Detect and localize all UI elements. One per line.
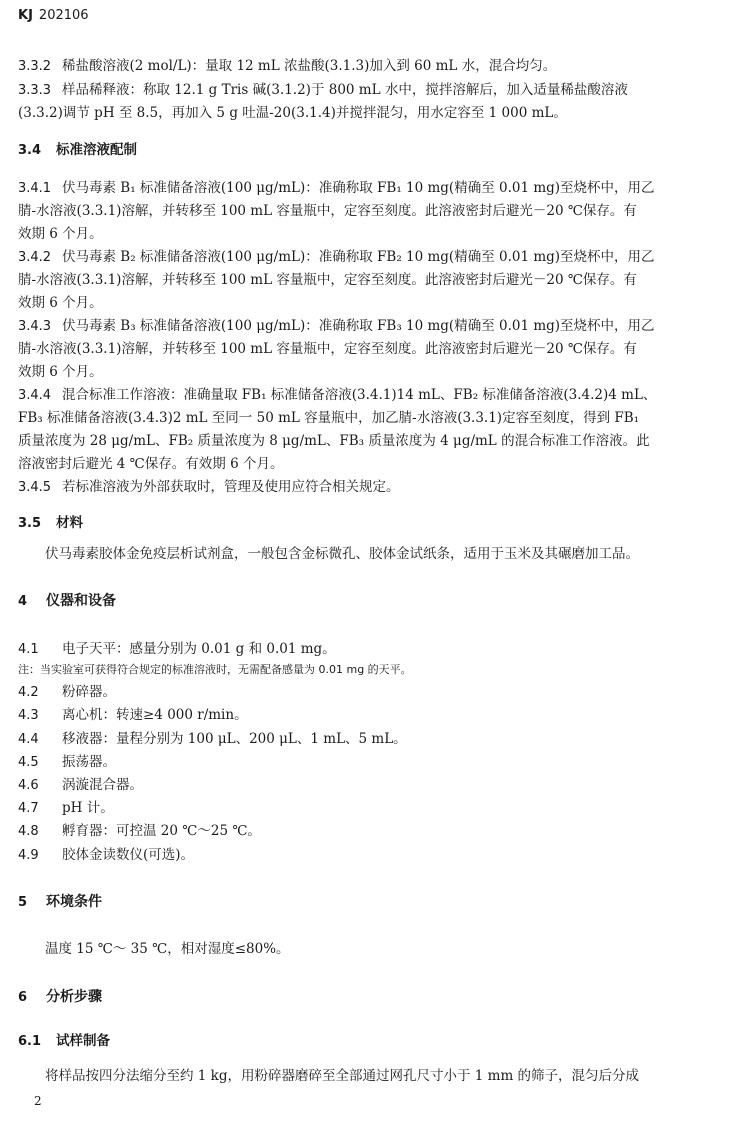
clause-number: 3.5 (18, 516, 42, 531)
clause-number: 4.2 (18, 685, 39, 700)
clause-3-4-5 (18, 478, 400, 497)
clause-3-4-2 (18, 248, 655, 267)
clause-text: 温度 15 ℃～ 35 ℃，相对湿度≤80%。 (18, 941, 290, 957)
clause-text: 移液器：量程分别为 100 μL、200 μL、1 mL、5 mL。 (62, 731, 407, 747)
page-number: 2 (34, 1094, 42, 1108)
text-line (18, 409, 639, 427)
clause-number: 3.4.2 (18, 250, 52, 265)
clause-number: 3.4.5 (18, 480, 52, 495)
clause-text: 腈-水溶液(3.3.1)溶解，并转移至 100 mL 容量瓶中，定容至刻度。此溶液密封后避光－20 ℃保存。有 (18, 272, 637, 288)
clause-text: 伏马毒素 B₃ 标准储备溶液(100 μg/mL)：准确称取 FB₃ 10 mg(精确至 0.01 mg)至烧杯中，用乙 (62, 318, 655, 334)
clause-number: 4.6 (18, 778, 39, 793)
clause-number: 4.1 (18, 642, 39, 657)
clause-number: 4.3 (18, 708, 39, 723)
clause-4-4 (18, 730, 407, 749)
clause-text: pH 计。 (62, 800, 114, 816)
clause-text: 效期 6 个月。 (18, 226, 103, 242)
clause-text: 胶体金读数仪(可选)。 (62, 847, 195, 863)
clause-text: 溶液密封后避光 4 ℃保存。有效期 6 个月。 (18, 456, 284, 472)
clause-4 (18, 592, 116, 611)
clause-6-1 (18, 1032, 110, 1051)
clause-number: 4.5 (18, 755, 39, 770)
clause-3-3-3 (18, 81, 628, 100)
clause-3-5 (18, 514, 83, 533)
clause-4-9 (18, 846, 194, 865)
clause-number: 4.7 (18, 801, 39, 816)
clause-number: 5 (18, 895, 28, 910)
clause-number: 3.4.1 (18, 181, 52, 196)
clause-text: 电子天平：感量分别为 0.01 g 和 0.01 mg。 (62, 641, 336, 657)
clause-4-7 (18, 799, 114, 818)
clause-3-4-3 (18, 317, 655, 336)
clause-number: 3.3.3 (18, 83, 52, 98)
clause-4-3 (18, 706, 248, 725)
text-line (18, 432, 650, 450)
clause-number: 4.9 (18, 848, 39, 863)
clause-text: 涡漩混合器。 (62, 777, 143, 793)
text-line (18, 661, 412, 679)
header-kj: KJ (18, 8, 33, 23)
clause-3-4-4 (18, 386, 656, 405)
text-line (18, 225, 103, 243)
clause-text: 效期 6 个月。 (18, 295, 103, 311)
clause-4-8 (18, 822, 261, 841)
clause-text: 混合标准工作溶液：准确量取 FB₁ 标准储备溶液(3.4.1)14 mL、FB₂ 标准储备溶液(3.4.2)4 mL、 (62, 387, 657, 403)
clause-number: 3.4.3 (18, 319, 52, 334)
clause-text: 粉碎器。 (62, 684, 116, 700)
clause-number: 3.4.4 (18, 388, 52, 403)
clause-3-3-2 (18, 57, 556, 76)
clause-number: 3.4 (18, 143, 42, 158)
clause-number: 6 (18, 990, 28, 1005)
clause-text: 伏马毒素胶体金免疫层析试剂盒，一般包含金标微孔、胶体金试纸条，适用于玉米及其碾磨加工品。 (18, 546, 639, 562)
text-line (18, 363, 103, 381)
text-line (18, 940, 290, 958)
clause-4-6 (18, 776, 143, 795)
clause-text: 稀盐酸溶液(2 mol/L)：量取 12 mL 浓盐酸(3.1.3)加入到 60 mL 水，混合均匀。 (62, 58, 557, 74)
clause-number: 4.4 (18, 732, 39, 747)
clause-text: 样品稀释液：称取 12.1 g Tris 碱(3.1.2)于 800 mL 水中，搅拌溶解后，加入适量稀盐酸溶液 (62, 82, 628, 98)
clause-text: 振荡器。 (62, 754, 116, 770)
text-line (18, 294, 103, 312)
clause-5 (18, 893, 102, 912)
clause-number: 6.1 (18, 1034, 42, 1049)
clause-3-4-1 (18, 179, 655, 198)
clause-text: 孵育器：可控温 20 ℃～25 ℃。 (62, 823, 261, 839)
clause-text: 伏马毒素 B₁ 标准储备溶液(100 μg/mL)：准确称取 FB₁ 10 mg(精确至 0.01 mg)至烧杯中，用乙 (62, 180, 655, 196)
clause-4-2 (18, 683, 116, 702)
header-code: 202106 (38, 8, 89, 23)
text-line (18, 271, 637, 289)
clause-number: 3.3.2 (18, 59, 52, 74)
clause-4-5 (18, 753, 116, 772)
clause-number: 4.8 (18, 824, 39, 839)
text-line (18, 104, 567, 122)
clause-text: 仪器和设备 (46, 593, 116, 609)
clause-number: 4 (18, 594, 28, 609)
clause-text: 分析步骤 (46, 989, 102, 1005)
clause-text: 试样制备 (56, 1033, 110, 1049)
clause-text: (3.3.2)调节 pH 至 8.5，再加入 5 g 吐温-20(3.1.4)并搅拌混匀，用水定容至 1 000 mL。 (18, 105, 567, 121)
clause-4-1 (18, 640, 336, 659)
clause-text: 腈-水溶液(3.3.1)溶解，并转移至 100 mL 容量瓶中，定容至刻度。此溶液密封后避光－20 ℃保存。有 (18, 203, 637, 219)
clause-text: 若标准溶液为外部获取时，管理及使用应符合相关规定。 (62, 479, 400, 495)
clause-3-4 (18, 141, 137, 160)
clause-text: 注：当实验室可获得符合规定的标准溶液时，无需配备感量为 0.01 mg 的天平。 (18, 663, 412, 676)
clause-text: 效期 6 个月。 (18, 364, 103, 380)
text-line (18, 340, 637, 358)
clause-text: 标准溶液配制 (56, 142, 137, 158)
text-line (18, 1067, 639, 1085)
clause-text: FB₃ 标准储备溶液(3.4.3)2 mL 至同一 50 mL 容量瓶中，加乙腈-水溶液(3.3.1)定容至刻度，得到 FB₁ (18, 410, 640, 426)
clause-text: 将样品按四分法缩分至约 1 kg，用粉碎器磨碎至全部通过网孔尺寸小于 1 mm 的筛子，混匀后分成 (18, 1068, 640, 1084)
clause-text: 伏马毒素 B₂ 标准储备溶液(100 μg/mL)：准确称取 FB₂ 10 mg(精确至 0.01 mg)至烧杯中，用乙 (62, 249, 655, 265)
text-line (18, 202, 637, 220)
clause-text: 腈-水溶液(3.3.1)溶解，并转移至 100 mL 容量瓶中，定容至刻度。此溶液密封后避光－20 ℃保存。有 (18, 341, 637, 357)
clause-6 (18, 988, 102, 1007)
clause-text: 质量浓度为 28 μg/mL、FB₂ 质量浓度为 8 μg/mL、FB₃ 质量浓度为 4 μg/mL 的混合标准工作溶液。此 (18, 433, 650, 449)
clause-text: 材料 (56, 515, 83, 531)
clause-text: 离心机：转速≥4 000 r/min。 (62, 707, 248, 723)
text-line (18, 545, 639, 563)
document-header (18, 8, 89, 23)
text-line (18, 455, 283, 473)
clause-text: 环境条件 (46, 894, 102, 910)
